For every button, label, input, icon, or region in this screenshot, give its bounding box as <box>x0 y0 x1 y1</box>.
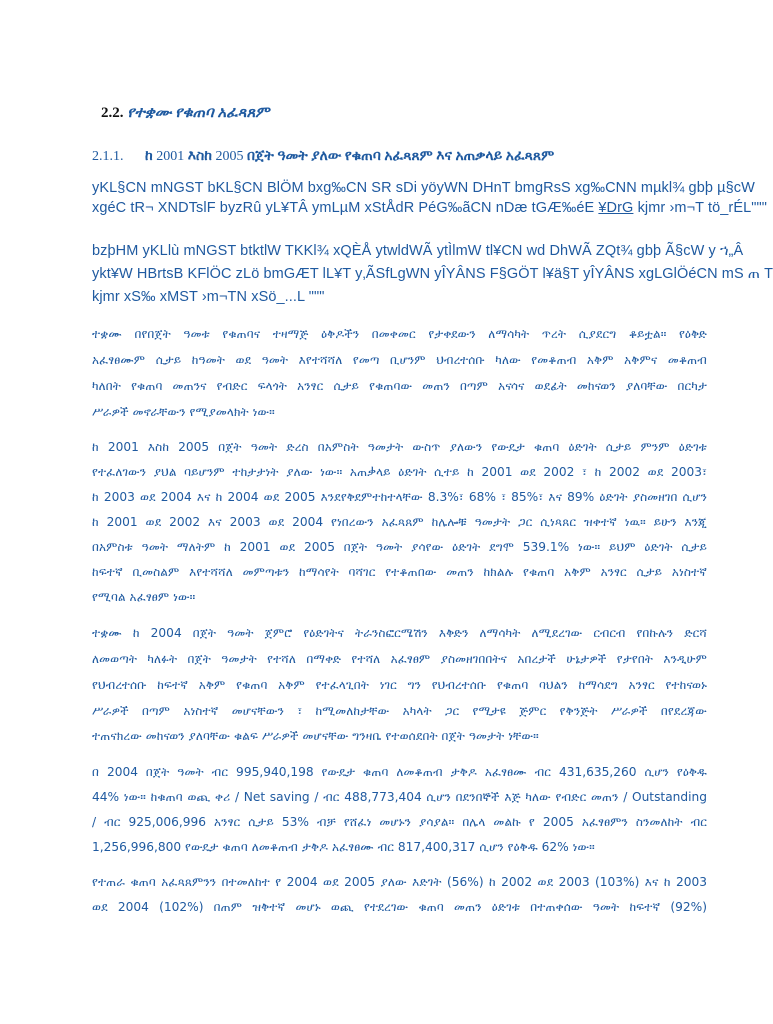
subsection-title-part: 2005 <box>215 149 247 164</box>
paragraph-line: የሚባል አፈፃፀም ነው። <box>92 590 196 604</box>
paragraph-line: ወደ 2004 (102%) በጠም ዝቅተኛ መሆኑ ወጪ የተደረገው ቁጠባ መጠን ዕድገቱ በተጠቀሰው ዓመት ከፍተኛ (92%) <box>92 900 707 914</box>
paragraph-line: የተፈለገውን ያህል ባይሆንም ተከታታነት ያለው ነው። አጠቃላይ ዕድገት ሲተይ ከ 2001 ወደ 2002 ፣ ከ 2002 ወደ 2003፣ <box>92 465 707 479</box>
garbled-text-line: ykt¥W HBrtsB KFlÖC zLö bmGÆT lL¥T y‚ÃSfLgWN yÎYÂNS F§GÖT l¥ä§T yÎYÂNS xgLGlÖéCN mS ጠ T <box>92 266 773 282</box>
paragraph-line: 44% ነው። ከቁጠባ ወጪ ቀሪ / Net saving / ብር 488,773,404 ሲሆን በደንበኞች እጅ ካለው የብድር መጠን / Outstanding <box>92 790 707 804</box>
paragraph-line: ከ 2001 ወደ 2002 እና 2003 ወደ 2004 የነበረውን አፈጻጸም ከሌሎቹ ዓመታት ጋር ሲነጻጸር ዝቀተኛ ነዉ። ይሁን እንጂ <box>92 515 707 529</box>
garbled-text-segment: kjmr ›m¬T tö_rÉL""" <box>633 200 768 216</box>
garbled-text-line <box>92 200 768 216</box>
paragraph-line: ካለበት የቁጠባ መጠንና የብድር ፍላጎት አንፃር ሲታይ የቁጠባው መጠን በጣም አናሳና ወደፊት መከናወን ያለባቸው በርካታ <box>92 379 707 393</box>
garbled-text-line: bzþHM yKLlù mNGST btktlW TKKl¾ xQÈÅ ytwldWÃ ytÌlmW tl¥CN wd DhWÃ ZQt¾ gbþ Ã§cW y ኀ„Â <box>92 243 744 259</box>
garbled-text-line: kjmr xS‰ xMST ›m¬TN xSö_...L """ <box>92 289 325 305</box>
subsection-title-part: ከ <box>145 149 157 164</box>
paragraph-line: ሥራዎች መኖራቸውን የሚያመላክት ነው። <box>92 405 275 419</box>
paragraph-line: / ብር 925,006,996 አንፃር ሲታይ 53% ብቻ የሸፈነ መሆኑን ያሳያል። በሌላ መልኩ የ 2005 አፈፃፀምን ስንመለከት ብር <box>92 815 707 829</box>
paragraph-line: በ 2004 በጀት ዓመት ብር 995,940,198 የውዴታ ቁጠባ ለመቆጠብ ታቅዶ አፈፃፀሙ ብር 431,635,260 ሲሆን የዕቅዱ <box>92 765 707 779</box>
paragraph-line: የህብረተሰቡ ከፍተኛ አቅም የቁጠባ አቅም የተፈላጊበት ነገር ግን የህብረተሰቡ የቁጠባ ባህልን ከማሳደግ አንፃር የተከናወኑ <box>92 678 707 692</box>
garbled-text-underlined: ¥DrG <box>598 200 634 216</box>
paragraph-line: ከፍተኛ ቢመስልም እየተሻሻለ መምጣቱን ከማሳየት ባሻገር የተቆጠበው መጠን ከክልሉ የቁጠባ አቅም አንፃር ሲታይ አነስተኛ <box>92 565 707 579</box>
garbled-text-segment: xgéC tR¬ XNDTslF byzRû yL¥TÂ ymLµM xStÅdR PéG‰ãCN nDæ tGÆ‰éE <box>92 200 595 216</box>
subsection-title-part: በጀት ዓመት ያለው የቁጠባ አፈጻጸም እና አጠቃላይ አፈጻጸም <box>246 149 555 164</box>
section-heading <box>101 104 269 122</box>
paragraph-line: በአምስቱ ዓመት ማለትም ከ 2001 ወደ 2005 በጀት ዓመት ያሳየው ዕድገት ደግሞ 539.1% ነው። ይህም ዕድገት ሲታይ <box>92 540 707 554</box>
paragraph-line: ተጠናክረው መከናወን ያለባቸው ቁልፍ ሥራዎች መሆናቸው ግንዛቤ የተወሰደበት በጀት ዓመታት ነቸው። <box>92 729 539 743</box>
subsection-heading <box>92 149 554 165</box>
paragraph-line: 1,256,996,800 የውዴታ ቁጠባ ለመቆጠብ ታቅዶ አፈፃፀሙ ብር 817,400,317 ሲሆን የዕቅዱ 62% ነው። <box>92 840 595 854</box>
paragraph-line: ከ 2003 ወደ 2004 እና ከ 2004 ወደ 2005 እንደየቅደምተከተላቸው 8.3%፣ 68% ፣ 85%፣ እና 89% ዕድገት ያስመዘገበ ሲሆን <box>92 490 707 504</box>
paragraph-line: ከ 2001 እስከ 2005 በጀት ዓመት ድረስ በአምስት ዓመታት ውስጥ ያለውን የውዴታ ቁጠባ ዕድገት ሲታይ ምንም ዕድገቱ <box>92 440 707 454</box>
paragraph-line: ሥራዎች በጣም አነስተኛ መሆናቸውን ፣ ከሚመለከታቸው አካላት ጋር የሚታዩ ጅምር የቅንጅት ሥራዎች በየደረጃው <box>92 704 707 718</box>
paragraph-line: የተጠራ ቁጠባ አፈጻጸምንን በተመለከተ የ 2004 ወደ 2005 ያለው እድገት (56%) ከ 2002 ወደ 2003 (103%) እና ከ 2003 <box>92 875 707 889</box>
section-number: 2.2. <box>101 105 124 121</box>
paragraph-line: ለመወጣት ካለፉት በጀት ዓመታት የተሻለ በማቀድ የተሻለ አፈፃፀም ያስመዘገበበትና አበረታች ሁኔታዎች የታየበት እንዲሁም <box>92 652 707 666</box>
paragraph-line: ተቋሙ በየበጀት ዓመቱ የቁጠባና ተዛማጅ ዕቅዶችን በመቀመር የታቀደውን ለማሳካት ጥረት ሲያደርግ ቆይቷል። የዕቅድ <box>92 327 707 341</box>
subsection-title-part: 2001 <box>156 149 188 164</box>
paragraph-line: ተቋሙ ከ 2004 በጀት ዓመት ጀምሮ የዕድገትና ትራንስፎርሜሽን እቅድን ለማሳካት ለሚደረገው ርብርብ የበኩሉን ድርሻ <box>92 626 707 640</box>
section-title: የተቋሙ የቁጠባ አፈጻጸም <box>127 105 270 121</box>
subsection-title-part: እስከ <box>187 149 216 164</box>
paragraph-line: አፈፃፀሙም ሲታይ ከዓመት ወደ ዓመት እየተሻሻለ የመጣ ቢሆንም ህብረተሰቡ ካለው የመቆጠብ አቅም አቅምና መቆጠብ <box>92 353 707 367</box>
garbled-text-line: yKL§CN mNGST bKL§CN BlÖM bxg‰CN SR sDi yöyWN DHnT bmgRsS xg‰CNN mµkl¾ gbþ µ§cW <box>92 180 755 196</box>
subsection-number: 2.1.1. <box>92 149 124 164</box>
